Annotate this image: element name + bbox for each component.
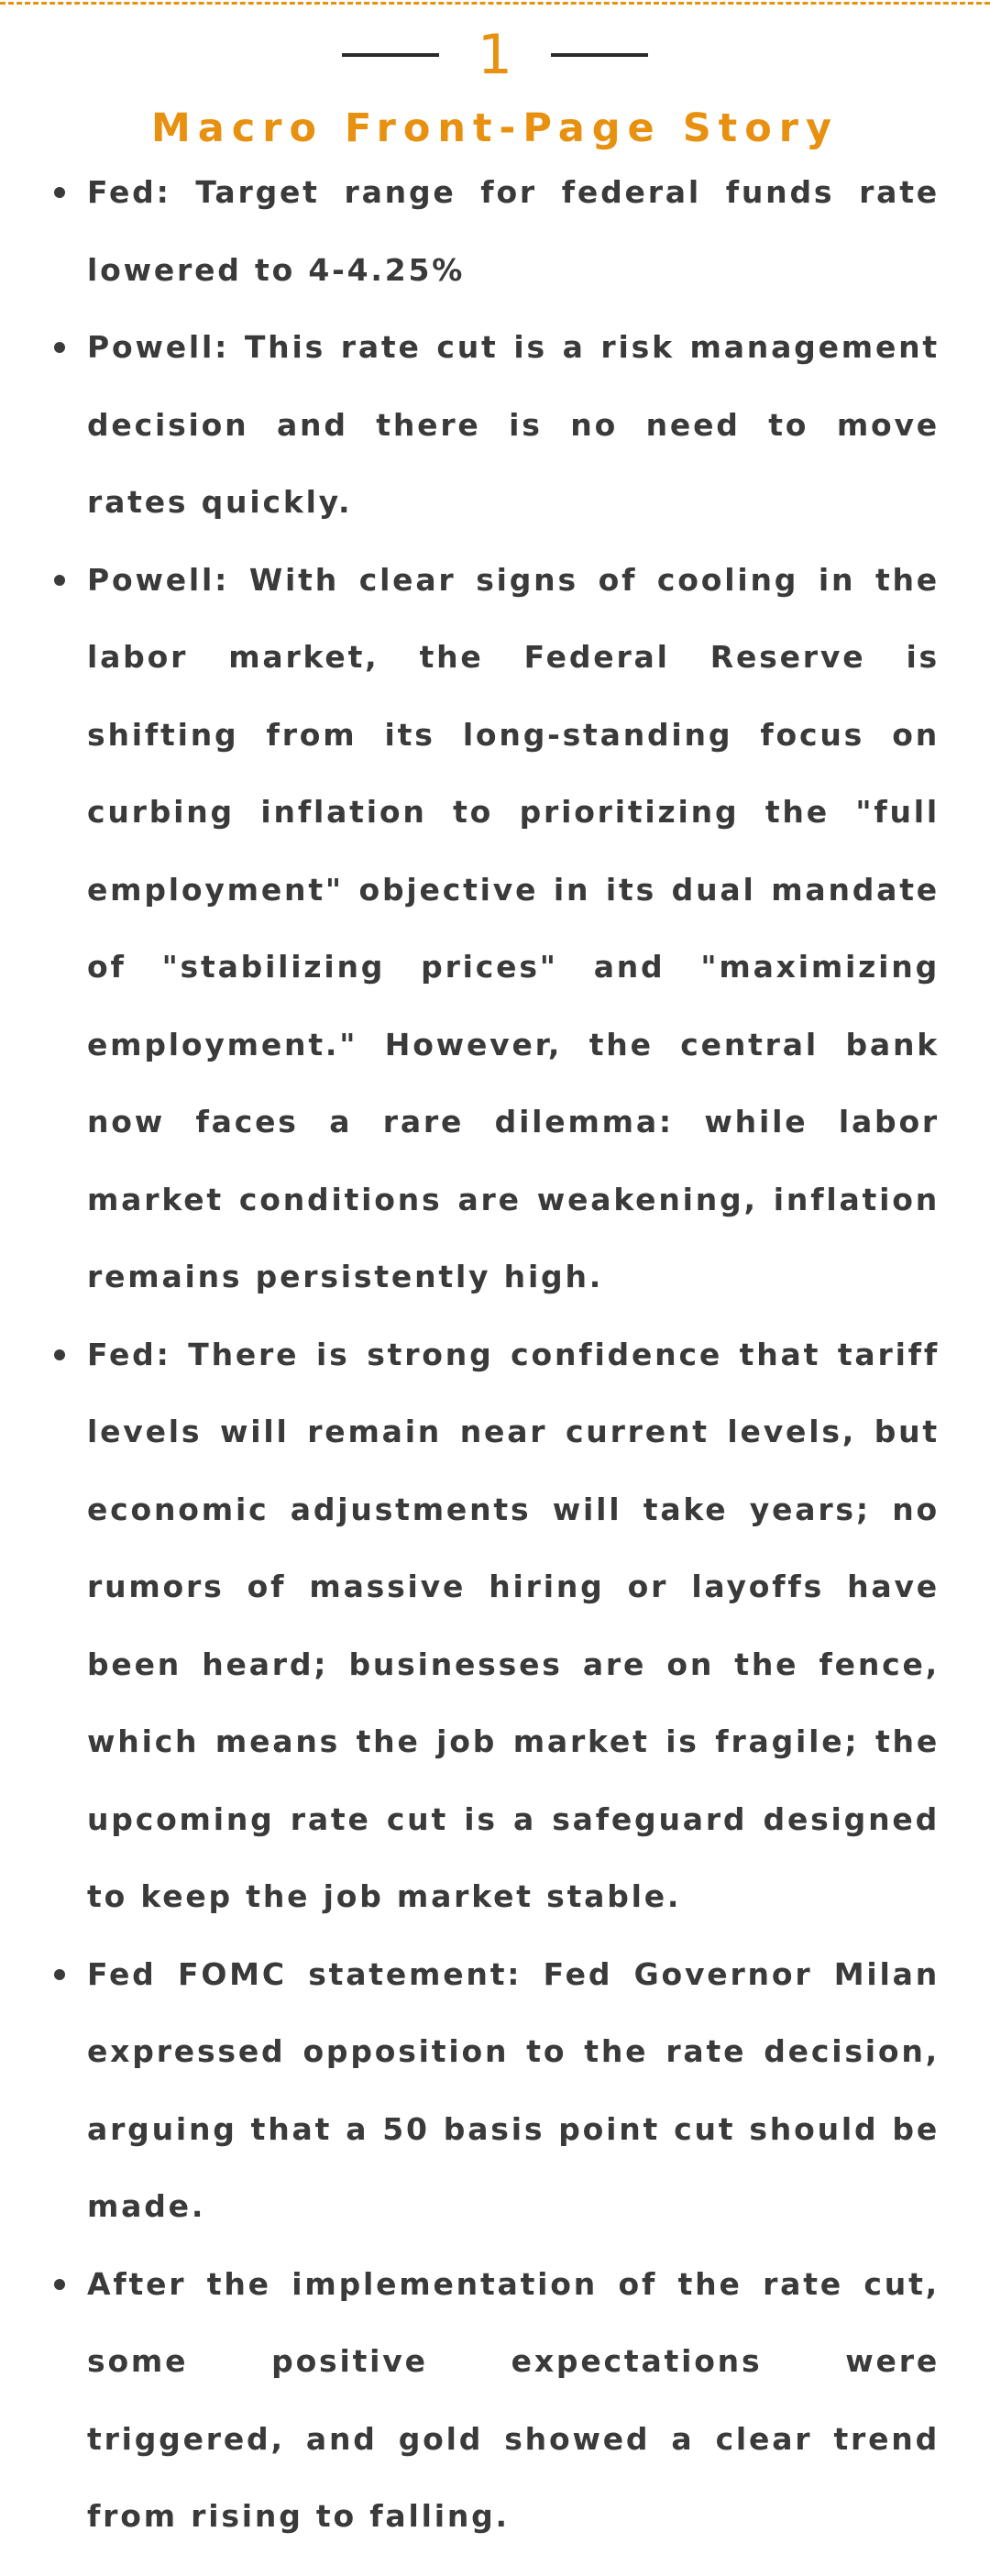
bullet-list <box>50 154 940 2556</box>
bullet-text: Fed: Target range for federal funds rate lowered to 4-4.25% <box>87 174 940 288</box>
bullet-dot-icon <box>54 342 65 353</box>
bullet-dot-icon <box>54 187 65 198</box>
section-title: Macro Front-Page Story <box>151 105 839 151</box>
bullet-item <box>50 154 940 309</box>
bullet-item <box>50 1936 940 2246</box>
bullet-text: Fed: There is strong confidence that tariff levels will remain near current levels, but economic adjustments will take years; no rumors of massive hiring or layoffs have been heard; businesses are on the fence, which means the job market is fragile; the upcoming rate cut is a safeguard designed to keep the job market stable. <box>87 1336 940 1914</box>
bullet-dot-icon <box>54 1349 65 1360</box>
bullet-item <box>50 1316 940 1936</box>
bullet-text: Powell: With clear signs of cooling in the labor market, the Federal Reserve is shifting from its long-standing focus on curbing inflation to prioritizing the "full employment" objective in its dual mandate of "stabilizing prices" and "maximizing employment." However, the central bank now faces a rare dilemma: while labor market conditions are weakening, inflation remains persistently high. <box>87 561 940 1294</box>
bullet-text: Powell: This rate cut is a risk management decision and there is no need to move rates quickly. <box>87 329 940 520</box>
top-dashed-divider <box>0 2 990 5</box>
bullet-text: Fed FOMC statement: Fed Governor Milan expressed opposition to the rate decision, arguing that a 50 basis point cut should be made. <box>87 1955 940 2224</box>
bullet-dot-icon <box>54 2279 65 2290</box>
bullet-item <box>50 309 940 542</box>
bullet-dot-icon <box>54 1969 65 1980</box>
bullet-item <box>50 542 940 1316</box>
bullet-dot-icon <box>54 575 65 586</box>
bullet-item <box>50 2246 940 2556</box>
section-header <box>0 17 990 154</box>
right-header-line <box>551 53 648 57</box>
section-number: 1 <box>477 23 513 87</box>
left-header-line <box>342 53 439 57</box>
bullet-text: After the implementation of the rate cut, some positive expectations were triggered, and gold showed a clear trend from rising to falling. <box>87 2265 940 2534</box>
section-number-row <box>0 17 990 94</box>
